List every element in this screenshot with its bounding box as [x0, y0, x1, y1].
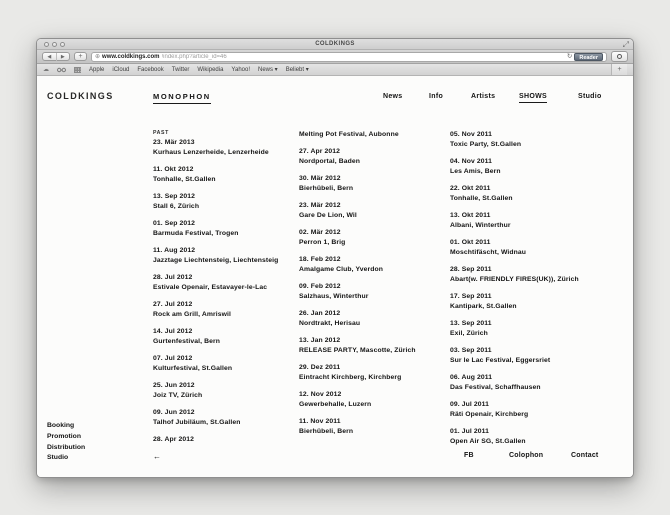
show-entry [153, 165, 278, 185]
show-venue: Nordportal, Baden [299, 158, 360, 165]
show-entry [299, 130, 416, 140]
show-date: 05. Nov 2011 [450, 131, 493, 138]
show-venue: Salzhaus, Winterthur [299, 293, 369, 300]
show-date: 17. Sep 2011 [450, 293, 492, 300]
bookmarks-bar [37, 64, 633, 76]
show-venue: Melting Pot Festival, Aubonne [299, 131, 399, 138]
reader-button[interactable]: Reader [574, 53, 603, 61]
web-page [37, 76, 633, 478]
show-venue: Albani, Winterthur [450, 222, 511, 229]
show-date: 13. Jan 2012 [299, 337, 341, 344]
bookmark-wikipedia[interactable]: Wikipedia [197, 66, 224, 73]
show-entry [450, 427, 579, 447]
show-entry [450, 346, 579, 366]
show-date: 13. Sep 2011 [450, 320, 492, 327]
show-date: 04. Nov 2011 [450, 158, 493, 165]
show-date: 01. Sep 2012 [153, 220, 196, 227]
nav-artists[interactable]: Artists [471, 93, 496, 100]
browser-toolbar [37, 50, 633, 64]
show-date: 27. Apr 2012 [299, 148, 340, 155]
nav-info[interactable]: Info [429, 93, 444, 100]
show-date: 13. Okt 2011 [450, 212, 491, 219]
bookmark-yahoo[interactable]: Yahoo! [231, 66, 250, 73]
show-entry [450, 184, 579, 204]
show-venue: Talhof Jubiläum, St.Gallen [153, 419, 241, 426]
show-venue: Tonhalle, St.Gallen [450, 195, 513, 202]
show-venue: Bierhübeli, Bern [299, 428, 354, 435]
show-entry [450, 292, 579, 312]
show-entry [450, 265, 579, 285]
show-entry [450, 130, 579, 150]
show-venue: Abart(w. FRIENDLY FIRES(UK)), Zürich [450, 276, 579, 283]
show-date: 01. Okt 2011 [450, 239, 491, 246]
artist-title[interactable]: MONOPHON [153, 92, 211, 104]
show-date: 27. Jul 2012 [153, 301, 193, 308]
url-path: /index.php?article_id=46 [161, 53, 227, 60]
show-date: 02. Mär 2012 [299, 229, 341, 236]
show-date: 12. Nov 2012 [299, 391, 342, 398]
show-venue: Kulturfestival, St.Gallen [153, 365, 233, 372]
sidebar-link-promotion[interactable]: Promotion [47, 432, 81, 440]
safari-window [36, 38, 634, 478]
show-venue: Gare De Lion, Wil [299, 212, 357, 219]
shows-column-1 [153, 128, 278, 462]
show-entry [153, 273, 278, 293]
sidebar-link-studio[interactable]: Studio [47, 454, 69, 462]
show-list-1 [153, 138, 278, 445]
show-date: 07. Jul 2012 [153, 355, 193, 362]
show-venue: Sur le Lac Festival, Eggersriet [450, 357, 551, 364]
show-date: 18. Feb 2012 [299, 256, 341, 263]
bookmark-popular-folder[interactable]: Beliebt ▾ [285, 67, 309, 73]
show-venue: Kantipark, St.Gallen [450, 303, 517, 310]
show-entry [153, 246, 278, 266]
reading-list-icon[interactable] [57, 67, 66, 73]
minimize-button[interactable] [52, 42, 57, 47]
show-date: 14. Jul 2012 [153, 328, 193, 335]
window-title: COLDKINGS [315, 41, 355, 47]
prev-page-arrow[interactable]: ← [153, 452, 161, 461]
show-entry [299, 255, 416, 275]
show-date: 03. Sep 2011 [450, 347, 492, 354]
show-venue: Eintracht Kirchberg, Kirchberg [299, 374, 402, 381]
sidebar-link-distribution[interactable]: Distribution [47, 443, 86, 451]
nav-shows-active[interactable]: SHOWS [519, 93, 547, 103]
show-entry [153, 300, 278, 320]
close-button[interactable] [44, 42, 49, 47]
back-button[interactable]: ◀ [43, 53, 57, 61]
add-button[interactable]: + [74, 52, 87, 61]
show-venue: Les Amis, Bern [450, 168, 501, 175]
footer-link-contact[interactable]: Contact [571, 452, 599, 459]
footer-link-colophon[interactable]: Colophon [509, 452, 544, 459]
show-date: 30. Mär 2012 [299, 175, 341, 182]
show-venue: Moschtifäscht, Widnau [450, 249, 527, 256]
show-venue: Amalgame Club, Yverdon [299, 266, 384, 273]
globe-icon: ⊕ [95, 53, 101, 60]
show-entry [153, 435, 278, 445]
show-entry [299, 309, 416, 329]
downloads-button[interactable] [611, 51, 628, 62]
show-venue: Nordtrakt, Herisau [299, 320, 361, 327]
show-venue: Das Festival, Schaffhausen [450, 384, 541, 391]
show-venue: Tonhalle, St.Gallen [153, 176, 216, 183]
top-sites-icon[interactable] [74, 67, 81, 73]
show-entry [153, 354, 278, 374]
fullscreen-icon[interactable]: ⤢ [622, 40, 629, 49]
history-nav [42, 52, 70, 61]
show-date: 29. Dez 2011 [299, 364, 341, 371]
show-venue: Gurtenfestival, Bern [153, 338, 220, 345]
nav-studio[interactable]: Studio [578, 93, 602, 100]
show-entry [299, 228, 416, 248]
new-tab-button[interactable]: + [611, 64, 627, 75]
show-venue: Bierhübeli, Bern [299, 185, 354, 192]
footer-link-fb[interactable]: FB [464, 452, 474, 459]
show-entry [450, 373, 579, 393]
window-controls [44, 42, 65, 47]
zoom-button[interactable] [60, 42, 65, 47]
show-date: 22. Okt 2011 [450, 185, 491, 192]
show-entry [450, 157, 579, 177]
show-date: 09. Jul 2011 [450, 401, 489, 408]
bookmark-facebook[interactable]: Facebook [137, 66, 164, 73]
show-entry [299, 201, 416, 221]
nav-news[interactable]: News [383, 93, 403, 100]
show-venue: Estivale Openair, Estavayer-le-Lac [153, 284, 268, 291]
show-venue: Rock am Grill, Amriswil [153, 311, 231, 318]
show-entry [299, 390, 416, 410]
show-entry [153, 381, 278, 401]
show-entry [450, 238, 579, 258]
show-venue: Barmuda Festival, Trogen [153, 230, 239, 237]
show-date: 09. Jun 2012 [153, 409, 195, 416]
show-venue: RELEASE PARTY, Mascotte, Zürich [299, 347, 416, 354]
show-date: 13. Sep 2012 [153, 193, 196, 200]
show-venue: Kurhaus Lenzerheide, Lenzerheide [153, 149, 269, 156]
show-list-3 [450, 130, 579, 447]
title-bar [37, 39, 633, 50]
sidebar-links [47, 421, 85, 464]
show-list-2 [299, 130, 416, 437]
shows-column-3 [450, 130, 579, 454]
show-date: 28. Sep 2011 [450, 266, 492, 273]
bookmark-apple[interactable]: Apple [89, 66, 105, 73]
show-entry [450, 400, 579, 420]
show-entry [153, 138, 278, 158]
show-venue: Exil, Zürich [450, 330, 488, 337]
reload-icon[interactable]: ↻ [566, 52, 573, 60]
show-date: 28. Apr 2012 [153, 436, 194, 443]
show-date: 25. Jun 2012 [153, 382, 195, 389]
show-date: 23. Mär 2012 [299, 202, 341, 209]
show-venue: Perron 1, Brig [299, 239, 346, 246]
show-entry [299, 336, 416, 356]
show-venue: Jazztage Liechtensteig, Liechtensteig [153, 257, 279, 264]
show-date: 09. Feb 2012 [299, 283, 341, 290]
show-date: 11. Okt 2012 [153, 166, 194, 173]
bookmark-news-folder[interactable]: News ▾ [258, 67, 278, 73]
show-venue: Gewerbehalle, Luzern [299, 401, 372, 408]
forward-button[interactable]: ▶ [60, 53, 65, 60]
show-entry [153, 219, 278, 239]
show-date: 01. Jul 2011 [450, 428, 489, 435]
show-venue: Open Air SG, St.Gallen [450, 438, 526, 445]
past-label: PAST [153, 130, 169, 136]
show-date: 11. Nov 2011 [299, 418, 341, 425]
shows-column-2 [299, 130, 416, 444]
show-venue: Stall 6, Zürich [153, 203, 200, 210]
show-date: 28. Jul 2012 [153, 274, 193, 281]
show-venue: Joiz TV, Zürich [153, 392, 203, 399]
show-date: 23. Mär 2013 [153, 139, 195, 146]
sidebar-link-booking[interactable]: Booking [47, 422, 75, 429]
show-venue: Toxic Party, St.Gallen [450, 141, 522, 148]
bookmark-icloud[interactable]: iCloud [112, 66, 130, 73]
icloud-tabs-icon[interactable]: ☁ [43, 67, 49, 73]
show-date: 06. Aug 2011 [450, 374, 493, 381]
show-entry [299, 282, 416, 302]
show-entry [299, 174, 416, 194]
site-logo[interactable]: COLDKINGS [47, 91, 114, 101]
url-host: www.coldkings.com [102, 53, 160, 60]
address-bar[interactable] [91, 52, 607, 62]
show-entry [153, 327, 278, 347]
show-date: 26. Jan 2012 [299, 310, 341, 317]
show-entry [450, 319, 579, 339]
show-entry [153, 408, 278, 428]
show-date: 11. Aug 2012 [153, 247, 196, 254]
show-venue: Räti Openair, Kirchberg [450, 411, 529, 418]
show-entry [299, 363, 416, 383]
bookmark-twitter[interactable]: Twitter [171, 66, 190, 73]
show-entry [153, 192, 278, 212]
show-entry [299, 147, 416, 167]
circle-icon [617, 54, 622, 59]
show-entry [450, 211, 579, 231]
show-entry [299, 417, 416, 437]
